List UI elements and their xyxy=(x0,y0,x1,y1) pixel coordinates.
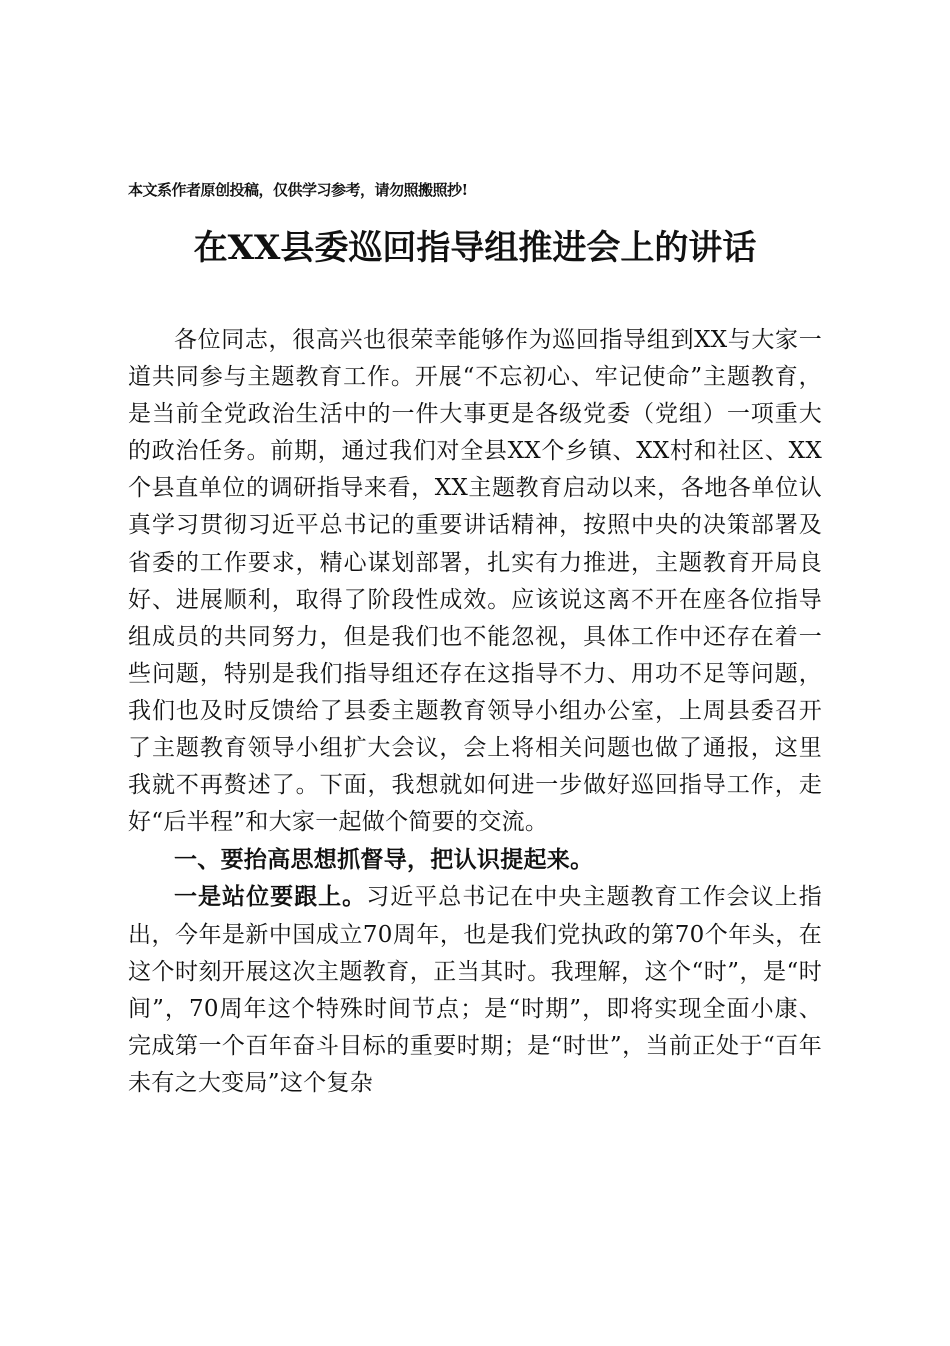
section-heading: 一、要抬高思想抓督导，把认识提起来。 xyxy=(174,846,594,874)
body-paragraph-point xyxy=(128,878,822,1102)
copyright-notice: 本文系作者原创投稿，仅供学习参考，请勿照搬照抄! xyxy=(128,181,468,199)
body-paragraph: 各位同志，很高兴也很荣幸能够作为巡回指导组到XX与大家一道共同参与主题教育工作。开展“不忘初心、牢记使命”主题教育，是当前全党政治生活中的一件大事更是各级党委（党组）一项重大的政治任务。前期，通过我们对全县XX个乡镇、XX村和社区、XX个县直单位的调研指导来看，XX主题教育启动以来，各地各单位认真学习贯彻习近平总书记的重要讲话精神，按照中央的决策部署及省委的工作要求，精心谋划部署，扎实有力推进，主题教育开局良好、进展顺利，取得了阶段性成效。应该说这离不开在座各位指导组成员的共同努力，但是我们也不能忽视，具体工作中还存在着一些问题，特别是我们指导组还存在这指导不力、用功不足等问题，我们也及时反馈给了县委主题教育领导小组办公室，上周县委召开了主题教育领导小组扩大会议，会上将相关问题也做了通报，这里我就不再赘述了。下面，我想就如何进一步做好巡回指导工作，走好“后半程”和大家一起做个简要的交流。 xyxy=(128,327,822,836)
point-lead: 一是站位要跟上。 xyxy=(174,883,367,911)
document-title: 在XX县委巡回指导组推进会上的讲话 xyxy=(193,228,757,268)
document-body xyxy=(128,322,822,1102)
point-text: 习近平总书记在中央主题教育工作会议上指出，今年是新中国成立70周年，也是我们党执政的第70个年头，在这个时刻开展这次主题教育，正当其时。我理解，这个“时”，是“时间”，70周年这个特殊时间节点；是“时期”，即将实现全面小康、完成第一个百年奋斗目标的重要时期；是“时世”，当前正处于“百年未有之大变局”这个复杂 xyxy=(128,884,822,1096)
